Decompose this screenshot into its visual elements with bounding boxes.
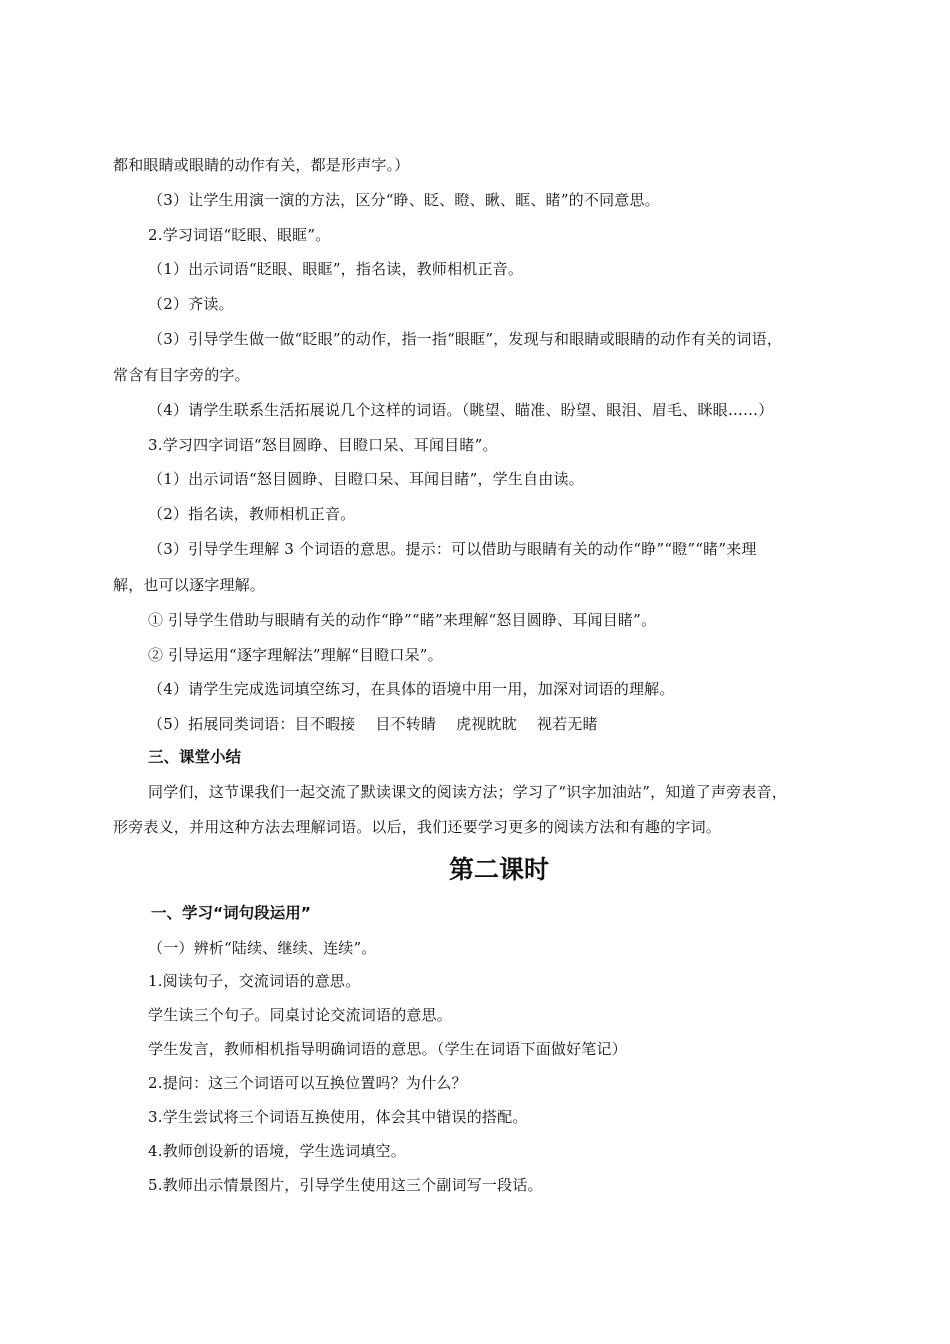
text-line: 学生读三个句子。同桌讨论交流词语的意思。 (148, 1006, 453, 1024)
text-line: 都和眼睛或眼睛的动作有关，都是形声字。） (113, 156, 410, 174)
text-line: 常含有目字旁的字。 (113, 366, 250, 384)
text-line: 3.学生尝试将三个词语互换使用，体会其中错误的搭配。 (148, 1108, 528, 1126)
text-line: 1.阅读句子，交流词语的意思。 (148, 972, 361, 990)
section-heading: 一、学习“词句段运用” (151, 904, 311, 922)
section-heading: 三、课堂小结 (148, 748, 242, 766)
text-line: 5.教师出示情景图片，引导学生使用这三个副词写一段话。 (148, 1176, 543, 1194)
text-line: 4.教师创设新的语境，学生选词填空。 (148, 1142, 406, 1160)
text-line: （3）引导学生理解 3 个词语的意思。提示：可以借助与眼睛有关的动作“睁”“瞪”“睹”来理 (148, 540, 757, 558)
text-line: （3）引导学生做一做“眨眼”的动作，指一指“眼眶”，发现与和眼睛或眼睛的动作有关的词语， (148, 330, 783, 348)
extend-word: 目不转睛 (375, 715, 437, 733)
text-line: 学生发言，教师相机指导明确词语的意思。（学生在词语下面做好笔记） (148, 1040, 627, 1058)
text-line: 2.学习词语“眨眼、眼眶”。 (148, 226, 331, 244)
text-line: （4）请学生完成选词填空练习，在具体的语境中用一用，加深对词语的理解。 (148, 680, 675, 698)
text-line: （2）齐读。 (148, 295, 234, 313)
text-line: （1）出示词语“眨眼、眼眶”，指名读，教师相机正音。 (148, 260, 524, 278)
extend-word: 虎视眈眈 (456, 715, 517, 733)
extend-words-line (148, 713, 598, 735)
text-line: （1）出示词语“怒目圆睁、目瞪口呆、耳闻目睹”，学生自由读。 (148, 470, 584, 488)
text-line: 3.学习四字词语“怒目圆睁、目瞪口呆、耳闻目睹”。 (148, 436, 498, 454)
text-line: ② 引导运用“逐字理解法”理解“目瞪口呆”。 (148, 646, 443, 664)
text-line: （一）辨析“陆续、继续、连续”。 (148, 939, 377, 957)
text-line: （2）指名读，教师相机正音。 (148, 505, 356, 523)
text-line: ① 引导学生借助与眼睛有关的动作“睁”“睹”来理解“怒目圆睁、耳闻目睹”。 (148, 611, 657, 629)
lesson-title: 第二课时 (449, 855, 550, 884)
text-line: （4）请学生联系生活拓展说几个这样的词语。（眺望、瞄准、盼望、眼泪、眉毛、眯眼……） (148, 401, 774, 419)
text-line: 2.提问：这三个词语可以互换位置吗？为什么？ (148, 1074, 467, 1092)
text-line: 解，也可以逐字理解。 (113, 576, 266, 594)
extend-word: 目不暇接 (294, 715, 356, 733)
extend-word: 视若无睹 (536, 715, 598, 733)
summary-paragraph-line: 形旁表义，并用这种方法去理解词语。以后，我们还要学习更多的阅读方法和有趣的字词。 (113, 818, 722, 836)
extend-lead: （5）拓展同类词语： (148, 715, 295, 733)
summary-paragraph-line: 同学们，这节课我们一起交流了默读课文的阅读方法；学习了“识字加油站”，知道了声旁表音， (148, 783, 787, 801)
text-line: （3）让学生用演一演的方法，区分“睁、眨、瞪、瞅、眶、睹”的不同意思。 (148, 191, 660, 209)
